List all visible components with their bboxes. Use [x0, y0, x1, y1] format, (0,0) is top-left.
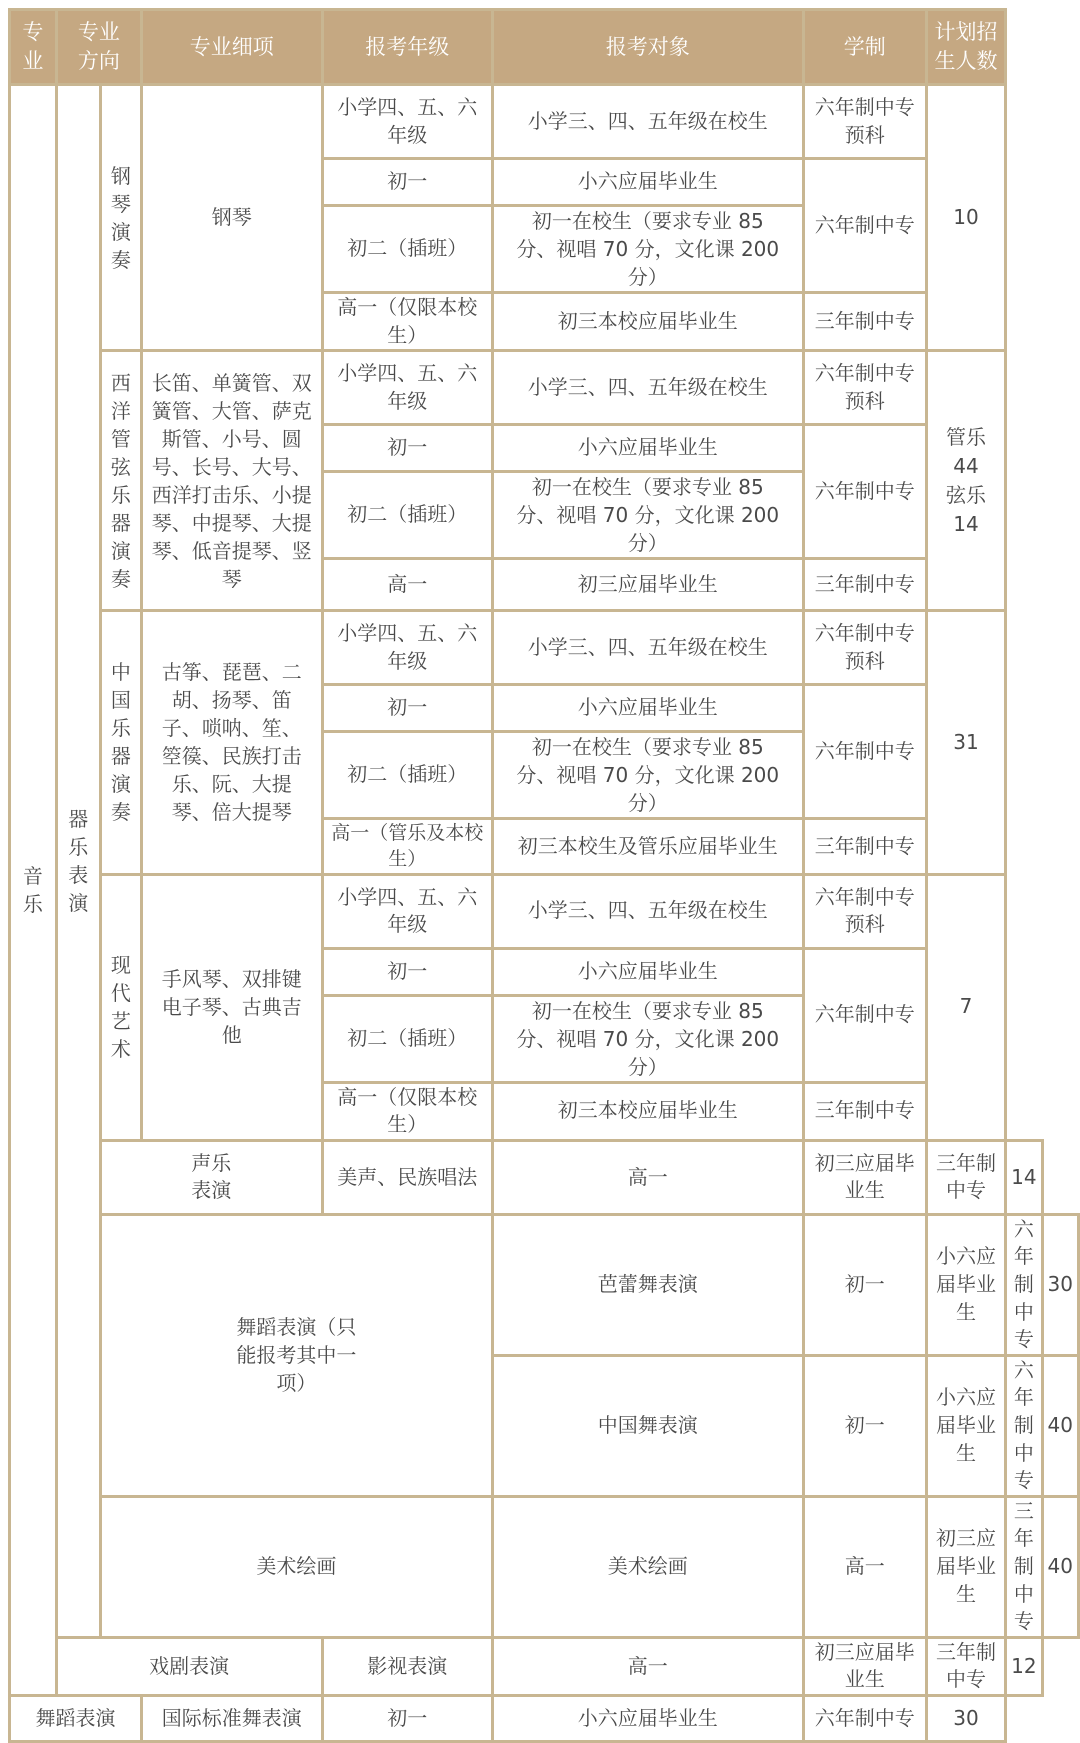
system-cell: 六年制中专预科 — [803, 85, 926, 159]
major-cell: 舞蹈表演 — [10, 1695, 142, 1741]
grade-cell: 高一（仅限本校生） — [322, 1082, 492, 1140]
grade-cell: 初一 — [322, 1695, 492, 1741]
major-music: 音乐 — [10, 85, 57, 1696]
header-target: 报考对象 — [492, 10, 803, 85]
detail-piano: 钢琴 — [141, 85, 322, 351]
grade-cell: 初一 — [322, 685, 492, 732]
target-cell: 初一在校生（要求专业 85 分、视唱 70 分，文化课 200 分） — [492, 206, 803, 293]
header-quota: 计划招生人数 — [926, 10, 1005, 85]
subdirection-piano: 钢琴演奏 — [100, 85, 141, 351]
target-cell: 初三应届毕业生 — [803, 1637, 926, 1695]
grade-cell: 初一 — [803, 1214, 926, 1355]
target-cell: 小六应届毕业生 — [492, 685, 803, 732]
system-cell: 三年制中专 — [803, 293, 926, 351]
detail-cell: 中国舞表演 — [492, 1355, 803, 1496]
grade-cell: 小学四、五、六年级 — [322, 85, 492, 159]
grade-cell: 初一 — [803, 1355, 926, 1496]
target-cell: 初三应届毕业生 — [492, 559, 803, 611]
grade-cell: 初二（插班） — [322, 995, 492, 1082]
header-system: 学制 — [803, 10, 926, 85]
table-row — [10, 351, 1079, 425]
system-cell: 三年制中专 — [926, 1140, 1005, 1214]
target-cell: 初一在校生（要求专业 85 分、视唱 70 分，文化课 200 分） — [492, 995, 803, 1082]
grade-cell: 高一 — [492, 1637, 803, 1695]
table-row — [10, 874, 1079, 948]
major-cell: 戏剧表演 — [56, 1637, 322, 1695]
quota-cell: 12 — [1006, 1637, 1042, 1695]
grade-cell: 高一 — [803, 1496, 926, 1637]
target-cell: 小六应届毕业生 — [926, 1214, 1005, 1355]
target-cell: 小学三、四、五年级在校生 — [492, 85, 803, 159]
system-cell: 六年制中专 — [803, 159, 926, 293]
admissions-table — [8, 8, 1080, 1743]
target-cell: 小六应届毕业生 — [492, 425, 803, 472]
grade-cell: 小学四、五、六年级 — [322, 351, 492, 425]
direction-instrumental: 器乐表演 — [56, 85, 100, 1638]
target-cell: 初一在校生（要求专业 85 分、视唱 70 分，文化课 200 分） — [492, 732, 803, 819]
direction-vocal: 声乐表演 — [100, 1140, 322, 1214]
detail-western: 长笛、单簧管、双簧管、大管、萨克斯管、小号、圆号、长号、大号、西洋打击乐、小提琴、中提琴、大提琴、低音提琴、竖琴 — [141, 351, 322, 611]
target-cell: 初三本校应届毕业生 — [492, 1082, 803, 1140]
system-cell: 六年制中专预科 — [803, 874, 926, 948]
grade-cell: 高一 — [322, 559, 492, 611]
quota-cell: 40 — [1042, 1355, 1078, 1496]
quota-piano: 10 — [926, 85, 1005, 351]
target-cell: 初三本校生及管乐应届毕业生 — [492, 819, 803, 874]
subdirection-modern: 现代艺术 — [100, 874, 141, 1140]
system-cell: 三年制中专 — [803, 559, 926, 611]
detail-cell: 美术绘画 — [492, 1496, 803, 1637]
grade-cell: 初二（插班） — [322, 206, 492, 293]
system-cell: 三年制中专 — [803, 1082, 926, 1140]
major-dance: 舞蹈表演（只能报考其中一项） — [100, 1214, 492, 1496]
target-cell: 初三应届毕业生 — [803, 1140, 926, 1214]
table-row — [10, 1214, 1079, 1355]
quota-modern: 7 — [926, 874, 1005, 1140]
target-cell: 小六应届毕业生 — [492, 948, 803, 995]
quota-western: 管乐 44 弦乐 14 — [926, 351, 1005, 611]
grade-cell: 高一 — [492, 1140, 803, 1214]
table-row — [10, 1140, 1079, 1214]
grade-cell: 高一（仅限本校生） — [322, 293, 492, 351]
header-grade: 报考年级 — [322, 10, 492, 85]
target-cell: 小学三、四、五年级在校生 — [492, 611, 803, 685]
header-row — [10, 10, 1079, 85]
grade-cell: 初一 — [322, 948, 492, 995]
system-cell: 六年制中专 — [1006, 1355, 1042, 1496]
grade-cell: 初一 — [322, 425, 492, 472]
system-cell: 六年制中专 — [803, 1695, 926, 1741]
quota-cell: 14 — [1006, 1140, 1042, 1214]
quota-cell: 30 — [1042, 1214, 1078, 1355]
target-cell: 小六应届毕业生 — [926, 1355, 1005, 1496]
target-cell: 小六应届毕业生 — [492, 1695, 803, 1741]
detail-cell: 美声、民族唱法 — [322, 1140, 492, 1214]
table-row — [10, 1637, 1079, 1695]
quota-cell: 40 — [1042, 1496, 1078, 1637]
system-cell: 六年制中专 — [803, 425, 926, 559]
header-direction: 专业方向 — [56, 10, 141, 85]
detail-chinese: 古筝、琵琶、二胡、扬琴、笛子、唢呐、笙、箜篌、民族打击乐、阮、大提琴、倍大提琴 — [141, 611, 322, 874]
target-cell: 初一在校生（要求专业 85 分、视唱 70 分，文化课 200 分） — [492, 472, 803, 559]
detail-modern: 手风琴、双排键电子琴、古典吉他 — [141, 874, 322, 1140]
table-row — [10, 611, 1079, 685]
grade-cell: 小学四、五、六年级 — [322, 874, 492, 948]
system-cell: 三年制中专 — [803, 819, 926, 874]
major-cell: 美术绘画 — [100, 1496, 492, 1637]
quota-chinese: 31 — [926, 611, 1005, 874]
system-cell: 三年制中专 — [1006, 1496, 1042, 1637]
target-cell: 小六应届毕业生 — [492, 159, 803, 206]
system-cell: 六年制中专 — [803, 685, 926, 819]
system-cell: 六年制中专 — [1006, 1214, 1042, 1355]
target-cell: 小学三、四、五年级在校生 — [492, 874, 803, 948]
table-row — [10, 1695, 1079, 1741]
system-cell: 六年制中专 — [803, 948, 926, 1082]
target-cell: 小学三、四、五年级在校生 — [492, 351, 803, 425]
grade-cell: 初一 — [322, 159, 492, 206]
detail-cell: 国际标准舞表演 — [141, 1695, 322, 1741]
system-cell: 六年制中专预科 — [803, 611, 926, 685]
detail-cell: 芭蕾舞表演 — [492, 1214, 803, 1355]
subdirection-western: 西洋管弦乐器演奏 — [100, 351, 141, 611]
grade-cell: 初二（插班） — [322, 472, 492, 559]
system-cell: 三年制中专 — [926, 1637, 1005, 1695]
system-cell: 六年制中专预科 — [803, 351, 926, 425]
subdirection-chinese: 中国乐器演奏 — [100, 611, 141, 874]
grade-cell: 初二（插班） — [322, 732, 492, 819]
table-row — [10, 1496, 1079, 1637]
header-major: 专业 — [10, 10, 57, 85]
quota-cell: 30 — [926, 1695, 1005, 1741]
target-cell: 初三本校应届毕业生 — [492, 293, 803, 351]
grade-cell: 高一（管乐及本校生） — [322, 819, 492, 874]
target-cell: 初三应届毕业生 — [926, 1496, 1005, 1637]
table-row — [10, 85, 1079, 159]
header-detail: 专业细项 — [141, 10, 322, 85]
detail-cell: 影视表演 — [322, 1637, 492, 1695]
grade-cell: 小学四、五、六年级 — [322, 611, 492, 685]
